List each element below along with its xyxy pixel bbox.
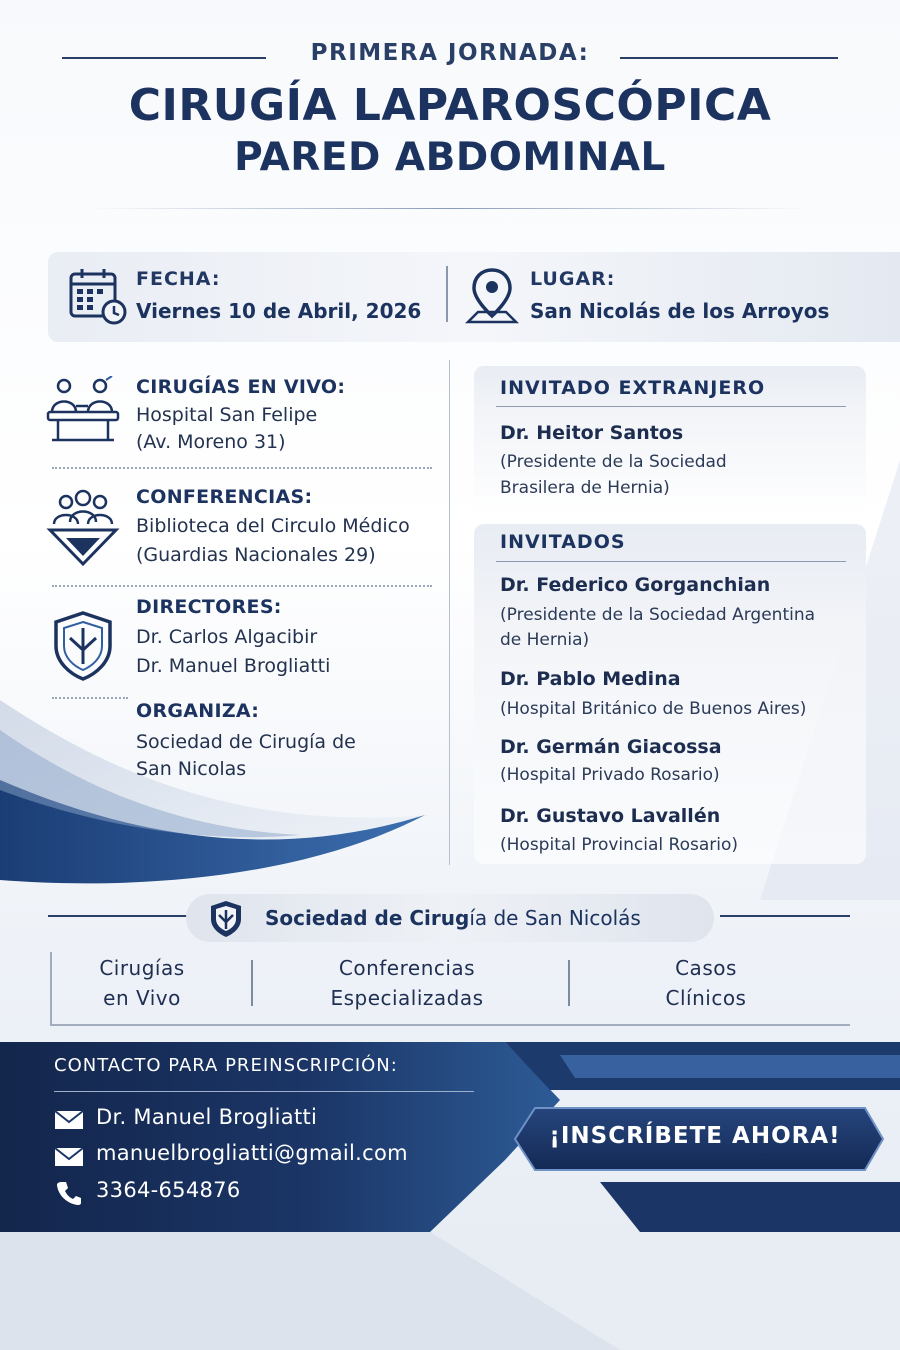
society-rule-right	[720, 915, 850, 917]
society-name-rest: ía de San Nicolás	[469, 906, 641, 930]
foreign-guest-title: INVITADO EXTRANJERO	[500, 377, 766, 399]
conference-group-icon	[46, 488, 120, 568]
shield-emblem-icon	[52, 610, 114, 682]
foreign-guest-name: Dr. Heitor Santos	[500, 422, 684, 444]
conferences-address: (Guardias Nacionales 29)	[136, 544, 376, 566]
event-title-line1: CIRUGÍA LAPAROSCÓPICA	[128, 80, 772, 131]
society-shield-icon	[208, 899, 244, 939]
society-rule-left	[48, 915, 188, 917]
guest-name: Dr. Federico Gorganchian	[500, 574, 771, 596]
guest-name: Dr. Gustavo Lavallén	[500, 805, 721, 827]
date-value: Viernes 10 de Abril, 2026	[136, 299, 422, 323]
feature-line: Conferencias	[338, 956, 476, 980]
conferences-label: CONFERENCIAS:	[136, 486, 313, 508]
date-label: FECHA:	[136, 268, 221, 290]
foreign-guest-aff-2: Brasilera de Hernia)	[500, 478, 670, 498]
guest-affiliation: (Hospital Privado Rosario)	[500, 765, 720, 785]
director-1: Dr. Carlos Algacibir	[136, 626, 318, 648]
live-surgery-label: CIRUGÍAS EN VIVO:	[136, 376, 346, 398]
event-title-line2: PARED ABDOMINAL	[234, 135, 666, 180]
feature-line: en Vivo	[103, 986, 181, 1010]
live-surgery-address: (Av. Moreno 31)	[136, 431, 286, 453]
contact-label: CONTACTO PARA PREINSCRIPCIÓN:	[54, 1055, 398, 1076]
contact-email[interactable]: manuelbrogliatti@gmail.com	[96, 1141, 408, 1165]
feature-clinical-cases	[620, 953, 792, 1013]
feature-line: Especializadas	[330, 986, 484, 1010]
guest-affiliation: (Presidente de la Sociedad Argentina	[500, 605, 816, 625]
contact-name: Dr. Manuel Brogliatti	[96, 1105, 318, 1129]
director-2: Dr. Manuel Brogliatti	[136, 655, 331, 677]
feature-separator	[568, 960, 570, 1006]
feature-live-surgery	[62, 953, 222, 1013]
foreign-guest-aff-1: (Presidente de la Sociedad	[500, 452, 727, 472]
guest-affiliation: (Hospital Provincial Rosario)	[500, 835, 739, 855]
phone-icon	[56, 1180, 82, 1206]
title-divider	[90, 208, 810, 209]
calendar-icon	[68, 266, 128, 326]
feature-separator	[251, 960, 253, 1006]
location-pin-icon	[464, 266, 520, 326]
organiza-label: ORGANIZA:	[136, 700, 260, 722]
guests-title: INVITADOS	[500, 531, 626, 553]
panel-rule	[496, 406, 846, 407]
surgery-team-icon	[44, 376, 122, 444]
mail-icon	[54, 1147, 84, 1167]
guest-affiliation: de Hernia)	[500, 630, 590, 650]
dotted-separator	[52, 585, 432, 587]
dotted-separator	[52, 697, 128, 699]
event-kicker: PRIMERA JORNADA:	[310, 40, 590, 66]
contact-phone[interactable]: 3364-654876	[96, 1178, 241, 1202]
feature-line: Cirugías	[99, 956, 185, 980]
panel-rule	[496, 561, 846, 562]
feature-line: Clínicos	[665, 986, 747, 1010]
conferences-place: Biblioteca del Circulo Médico	[136, 515, 410, 537]
dotted-separator	[52, 467, 432, 469]
feature-line: Casos	[675, 956, 737, 980]
society-name	[265, 906, 641, 930]
society-name-bold: Sociedad de Cirug	[265, 906, 470, 930]
guest-affiliation: (Hospital Británico de Buenos Aires)	[500, 699, 807, 719]
register-now-label: ¡INSCRÍBETE AHORA!	[549, 1123, 841, 1149]
guest-name: Dr. Germán Giacossa	[500, 736, 722, 758]
place-label: LUGAR:	[530, 268, 616, 290]
directors-label: DIRECTORES:	[136, 596, 282, 618]
organizer-line1: Sociedad de Cirugía de	[136, 731, 356, 753]
place-value: San Nicolás de los Arroyos	[530, 299, 830, 323]
contact-rule	[54, 1091, 474, 1092]
info-separator	[446, 266, 448, 322]
feature-conferences	[290, 953, 524, 1013]
guest-name: Dr. Pablo Medina	[500, 668, 681, 690]
live-surgery-place: Hospital San Felipe	[136, 404, 318, 426]
organizer-line2: San Nicolas	[136, 758, 247, 780]
column-divider	[449, 360, 450, 865]
mail-icon	[54, 1110, 84, 1130]
